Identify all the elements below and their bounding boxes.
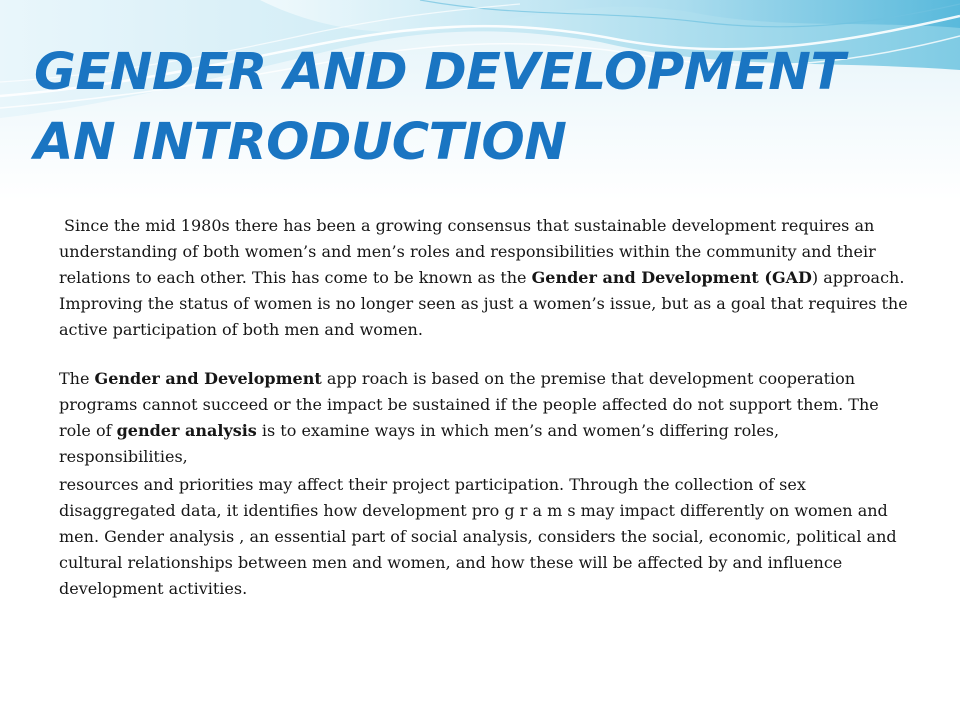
paragraph-2-text-b: app roach is based on the premise that development cooperation programs cannot succeed or the impact be sustained if the people affected do not support them. The role of <box>59 369 879 440</box>
paragraph-1-text-a: Since the mid 1980s there has been a growing consensus that sustainable development requires an understanding of both women’s and men’s roles and responsibilities within the community and their relations to each other. This has come to be known as the <box>59 216 876 287</box>
paragraph-2 <box>59 366 909 470</box>
slide-body <box>59 213 909 602</box>
paragraph-2-bold-gad: Gender and Development <box>94 369 322 388</box>
paragraph-2-bold-gender-analysis: gender analysis <box>116 421 257 440</box>
paragraph-3: resources and priorities may affect their project participation. Through the collection of sex disaggregated data, it identifies how development pro g r a m s may impact differently on women and men. Gender analysis , an essential part of social analysis, considers the social, economic, political and cultural relationships between men and women, and how these will be affected by and influence development activities. <box>59 475 897 598</box>
paragraph-1-text-b: ) approach. Improving the status of women is no longer seen as just a women’s issue, but as a goal that requires the active participation of both men and women. <box>59 268 908 339</box>
paragraph-1-bold-gad: Gender and Development (GAD <box>531 268 812 287</box>
slide-title <box>34 38 934 178</box>
paragraph-2-text-c: is to examine ways in which men’s and women’s differing roles, responsibilities, <box>59 421 780 466</box>
paragraph-2-text-a: The <box>59 369 95 388</box>
paragraph-1 <box>59 213 909 343</box>
title-line-2: AN INTRODUCTION <box>34 113 567 172</box>
title-line-1: GENDER AND DEVELOPMENT <box>34 43 845 102</box>
